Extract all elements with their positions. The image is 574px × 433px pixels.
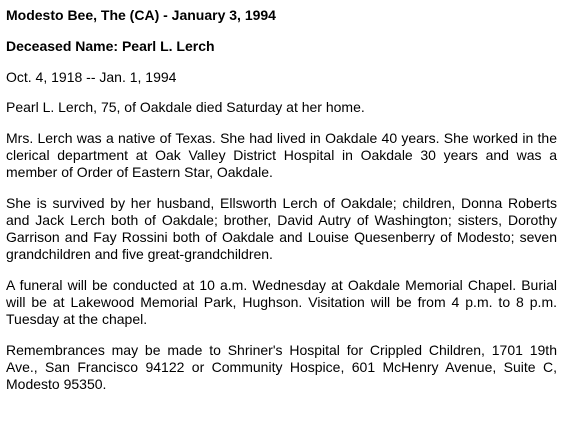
obituary-paragraph-intro: Pearl L. Lerch, 75, of Oakdale died Saturday at her home. xyxy=(6,99,365,115)
obituary-document xyxy=(6,7,557,393)
deceased-name: Deceased Name: Pearl L. Lerch xyxy=(6,38,215,54)
life-dates: Oct. 4, 1918 -- Jan. 1, 1994 xyxy=(6,69,177,85)
obituary-paragraph-services: A funeral will be conducted at 10 a.m. Wednesday at Oakdale Memorial Chapel. Burial will be at Lakewood Memorial Park, Hughson. Visitation will be from 4 p.m. to 8 p.m. Tuesday at the chapel. xyxy=(6,277,557,327)
publication-header: Modesto Bee, The (CA) - January 3, 1994 xyxy=(6,7,276,23)
obituary-paragraph-survivors: She is survived by her husband, Ellsworth Lerch of Oakdale; children, Donna Roberts and Jack Lerch both of Oakdale; brother, David Autry of Washington; sisters, Dorothy Garrison and Fay Rossini both of Oakdale and Louise Quesenberry of Modesto; seven grandchildren and five great-grandchildren. xyxy=(6,195,557,262)
obituary-paragraph-remembrances: Remembrances may be made to Shriner's Hospital for Crippled Children, 1701 19th Ave., San Francisco 94122 or Community Hospice, 601 McHenry Avenue, Suite C, Modesto 95350. xyxy=(6,342,557,392)
obituary-paragraph-background: Mrs. Lerch was a native of Texas. She had lived in Oakdale 40 years. She worked in the clerical department at Oak Valley District Hospital in Oakdale 30 years and was a member of Order of Eastern Star, Oakdale. xyxy=(6,130,557,180)
